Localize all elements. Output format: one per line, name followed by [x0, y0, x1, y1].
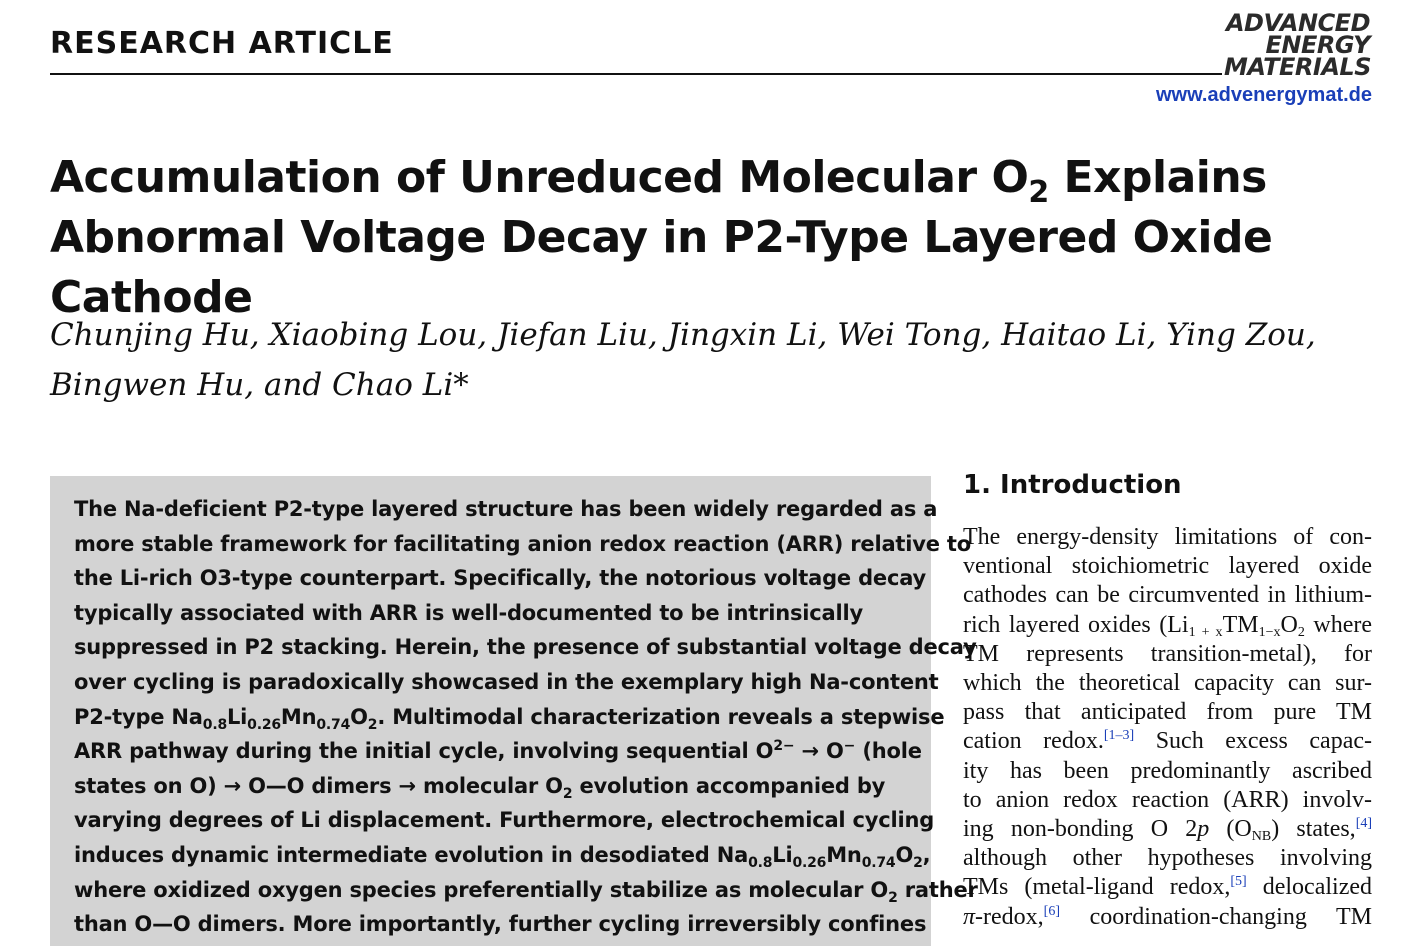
body-line: to anion redox reaction (ARR) involv-	[963, 786, 1372, 813]
abstract-line: states on O) → O—O dimers → molecular $O_2$ evolution accompanied by	[74, 773, 886, 802]
body-line: cathodes can be circumvented in lithium-	[963, 582, 1372, 609]
title-text: Explains	[1048, 152, 1267, 203]
citation-link[interactable]: [4]	[1355, 816, 1373, 832]
abstract-line: ARR pathway during the initial cycle, involving sequential $O^{2-} \to O^-$ (hole	[74, 738, 922, 764]
title-line-1	[50, 148, 1390, 208]
citation-link[interactable]: [1–3]	[1103, 728, 1135, 744]
body-line: ventional stoichiometric layered oxide	[963, 553, 1372, 580]
section-heading-introduction: 1. Introduction	[963, 470, 1182, 500]
introduction-text	[963, 523, 1372, 932]
journal-logo-line: MATERIALS	[1224, 53, 1371, 81]
title-line-2: Abnormal Voltage Decay in P2-Type Layered Oxide Cathode	[50, 212, 1273, 323]
author-line: Bingwen Hu, and Chao Li*	[50, 367, 469, 403]
title-text: Accumulation of Unreduced Molecular O	[50, 152, 1029, 203]
journal-url-link[interactable]: www.advenergymat.de	[1156, 84, 1372, 106]
citation-link[interactable]: [6]	[1043, 903, 1060, 919]
header-rule	[50, 73, 1222, 75]
abstract-line: typically associated with ARR is well-documented to be intrinsically	[74, 600, 863, 625]
abstract-line: suppressed in P2 stacking. Herein, the presence of substantial voltage decay	[74, 635, 977, 660]
body-line: although other hypotheses involving	[963, 845, 1372, 872]
body-line: pass that anticipated from pure TM	[963, 699, 1372, 726]
journal-logo	[1224, 9, 1371, 81]
section-label: RESEARCH ARTICLE	[50, 26, 394, 61]
body-line: TMs (metal-ligand redox,[5] delocalized	[963, 874, 1372, 901]
abstract-line: where oxidized oxygen species preferentially stabilize as molecular $O_2$ rather	[74, 877, 978, 906]
journal-logo-line: ADVANCED	[1225, 9, 1370, 37]
author-line: Chunjing Hu, Xiaobing Lou, Jiefan Liu, Jingxin Li, Wei Tong, Haitao Li, Ying Zou,	[50, 317, 1316, 353]
abstract-box	[50, 476, 978, 946]
title-subscript: 2	[1028, 175, 1049, 210]
abstract-line: The Na-deficient P2-type layered structure has been widely regarded as a	[74, 497, 938, 521]
body-line: rich layered oxides ($Li_{1 + x}TM_{1-x}O_2$ where	[963, 611, 1372, 640]
body-line: cation redox.[1–3] Such excess capac-	[963, 728, 1372, 755]
abstract-line: varying degrees of Li displacement. Furthermore, electrochemical cycling	[74, 808, 935, 833]
body-line: ity has been predominantly ascribed	[963, 757, 1372, 784]
abstract-text	[74, 492, 978, 942]
citation-link[interactable]: [5]	[1230, 874, 1247, 890]
body-line: TM represents transition-metal), for	[963, 640, 1372, 667]
abstract-line: than O—O dimers. More importantly, further cycling irreversibly confines	[74, 912, 927, 937]
abstract-line: P2-type $Na_{0.8}Li_{0.26}Mn_{0.74}O_2$. Multimodal characterization reveals a stepwise	[74, 704, 945, 733]
body-line: which the theoretical capacity can sur-	[963, 670, 1372, 697]
body-line: ing non-bonding O 2p $(O_{NB})$ states,[4]	[963, 816, 1373, 845]
abstract-line: the Li-rich O3-type counterpart. Specifically, the notorious voltage decay	[74, 566, 927, 591]
abstract-line: over cycling is paradoxically showcased in the exemplary high Na-content	[74, 669, 939, 694]
article-title	[50, 148, 1390, 328]
abstract-line: induces dynamic intermediate evolution in desodiated $Na_{0.8}Li_{0.26}Mn_{0.74}O_2$,	[74, 842, 931, 871]
body-line: π-redox,[6] coordination-changing TM	[963, 903, 1372, 930]
abstract-line: more stable framework for facilitating anion redox reaction (ARR) relative to	[74, 531, 971, 556]
author-list	[50, 310, 1350, 410]
body-line: The energy-density limitations of con-	[963, 524, 1372, 550]
journal-logo-line: ENERGY	[1265, 31, 1370, 59]
